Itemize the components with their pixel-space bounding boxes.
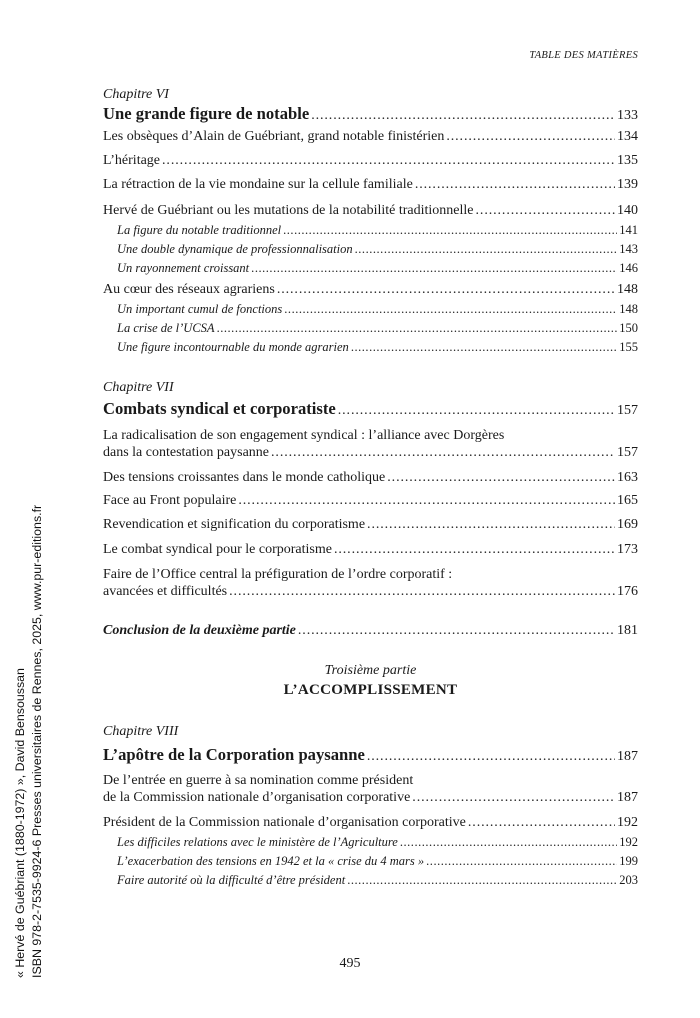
page-number: 495 — [339, 956, 361, 971]
entry-title: Hervé de Guébriant ou les mutations de la notabilité traditionnelle — [103, 203, 474, 218]
entry-page: 133 — [617, 108, 638, 123]
entry-page: 157 — [617, 445, 638, 460]
toc-subentry[interactable] — [103, 873, 638, 888]
entry-title: La crise de l’UCSA — [117, 321, 215, 335]
entry-title: Un important cumul de fonctions — [117, 302, 283, 316]
chapter-7-label: Chapitre VII — [103, 380, 174, 395]
toc-subentry[interactable] — [103, 835, 638, 850]
entry-title: L’héritage — [103, 153, 161, 168]
entry-title: Des tensions croissantes dans le monde catholique — [103, 470, 386, 485]
entry-page: 173 — [617, 542, 638, 557]
entry-page: 165 — [617, 493, 638, 508]
toc-entry[interactable] — [103, 129, 638, 145]
entry-title-line-1: Faire de l’Office central la préfiguration de l’ordre corporatif : — [103, 567, 453, 582]
dot-leader — [217, 321, 618, 336]
side-note-line-1: « Hervé de Guébriant (1880-1972) », David Bensoussan — [13, 668, 27, 978]
toc-entry[interactable] — [103, 584, 638, 600]
dot-leader — [283, 223, 617, 238]
toc-entry[interactable] — [103, 517, 638, 533]
dot-leader — [338, 403, 615, 419]
entry-title: Au cœur des réseaux agrariens — [103, 282, 275, 297]
dot-leader — [446, 129, 615, 145]
toc-subentry[interactable] — [103, 261, 638, 276]
toc-subentry[interactable] — [103, 340, 638, 355]
toc-entry[interactable] — [103, 815, 638, 831]
dot-leader — [367, 749, 615, 765]
toc-entry[interactable] — [103, 203, 638, 219]
entry-page: 187 — [617, 790, 638, 805]
dot-leader — [229, 584, 615, 600]
entry-title: Conclusion de la deuxième partie — [103, 623, 296, 638]
toc-subentry[interactable] — [103, 242, 638, 257]
chapter-7-title-entry[interactable] — [103, 399, 638, 419]
entry-title: L’apôtre de la Corporation paysanne — [103, 745, 365, 764]
toc-entry[interactable] — [103, 177, 638, 193]
dot-leader — [355, 242, 618, 257]
entry-page: 169 — [617, 517, 638, 532]
toc-subentry[interactable] — [103, 223, 638, 238]
entry-title: La figure du notable traditionnel — [117, 223, 282, 237]
toc-entry[interactable] — [103, 153, 638, 169]
chapter-6-label: Chapitre VI — [103, 87, 169, 102]
entry-title: Revendication et signification du corporatisme — [103, 517, 366, 532]
entry-page: 146 — [619, 261, 638, 275]
entry-page: 134 — [617, 129, 638, 144]
entry-page: 148 — [617, 282, 638, 297]
entry-title: avancées et difficultés — [103, 584, 228, 599]
dot-leader — [468, 815, 615, 831]
chapter-8-title-entry[interactable] — [103, 745, 638, 765]
entry-page: 181 — [617, 623, 638, 638]
entry-title: Face au Front populaire — [103, 493, 237, 508]
entry-page: 203 — [619, 873, 638, 887]
side-note-line-2: ISBN 978-2-7535-9924-6 Presses universitaires de Rennes, 2025, www.pur-editions.fr — [30, 504, 44, 978]
entry-title: de la Commission nationale d’organisation corporative — [103, 790, 411, 805]
entry-page: 140 — [617, 203, 638, 218]
entry-page: 199 — [619, 854, 638, 868]
dot-leader — [415, 177, 615, 193]
entry-title: Les obsèques d’Alain de Guébriant, grand notable finistérien — [103, 129, 445, 144]
entry-page: 187 — [617, 749, 638, 764]
dot-leader — [277, 282, 615, 298]
entry-page: 192 — [619, 835, 638, 849]
dot-leader — [412, 790, 615, 806]
entry-title-line-1: De l’entrée en guerre à sa nomination comme président — [103, 773, 414, 788]
running-head: TABLE DES MATIÈRES — [529, 50, 638, 61]
toc-entry[interactable] — [103, 470, 638, 486]
dot-leader — [238, 493, 615, 509]
part-3-label: Troisième partie — [324, 663, 417, 678]
entry-title: L’exacerbation des tensions en 1942 et la « crise du 4 mars » — [117, 854, 425, 868]
part-3-title: L’ACCOMPLISSEMENT — [283, 682, 458, 698]
entry-title: La rétraction de la vie mondaine sur la cellule familiale — [103, 177, 413, 192]
toc-entry[interactable] — [103, 542, 638, 558]
entry-page: 135 — [617, 153, 638, 168]
entry-page: 143 — [619, 242, 638, 256]
dot-leader — [351, 340, 617, 355]
entry-title: Une figure incontournable du monde agrarien — [117, 340, 349, 354]
toc-subentry[interactable] — [103, 854, 638, 869]
entry-title: Combats syndical et corporatiste — [103, 399, 336, 418]
conclusion-entry[interactable] — [103, 623, 638, 639]
entry-page: 139 — [617, 177, 638, 192]
dot-leader — [251, 261, 617, 276]
entry-title: dans la contestation paysanne — [103, 445, 270, 460]
side-copyright-note — [0, 0, 80, 1018]
entry-title: Le combat syndical pour le corporatisme — [103, 542, 332, 557]
dot-leader — [162, 153, 615, 169]
entry-title: Les difficiles relations avec le ministère de l’Agriculture — [117, 835, 398, 849]
dot-leader — [426, 854, 617, 869]
entry-title-line-1: La radicalisation de son engagement syndical : l’alliance avec Dorgères — [103, 428, 505, 443]
entry-page: 150 — [619, 321, 638, 335]
dot-leader — [347, 873, 617, 888]
entry-title: Une double dynamique de professionnalisation — [117, 242, 353, 256]
toc-entry[interactable] — [103, 493, 638, 509]
entry-title: Une grande figure de notable — [103, 104, 310, 123]
entry-page: 163 — [617, 470, 638, 485]
entry-title: Faire autorité où la difficulté d’être président — [117, 873, 346, 887]
entry-page: 157 — [617, 403, 638, 418]
dot-leader — [476, 203, 615, 219]
entry-page: 148 — [619, 302, 638, 316]
dot-leader — [400, 835, 617, 850]
dot-leader — [334, 542, 615, 558]
dot-leader — [284, 302, 617, 317]
dot-leader — [311, 108, 615, 124]
entry-page: 192 — [617, 815, 638, 830]
entry-title: Président de la Commission nationale d’organisation corporative — [103, 815, 466, 830]
entry-page: 176 — [617, 584, 638, 599]
dot-leader — [271, 445, 615, 461]
toc-entry[interactable] — [103, 445, 638, 461]
entry-title: Un rayonnement croissant — [117, 261, 250, 275]
toc-entry[interactable] — [103, 282, 638, 298]
toc-entry[interactable] — [103, 790, 638, 806]
dot-leader — [298, 623, 615, 639]
toc-subentry[interactable] — [103, 302, 638, 317]
dot-leader — [367, 517, 615, 533]
toc-subentry[interactable] — [103, 321, 638, 336]
chapter-8-label: Chapitre VIII — [103, 724, 179, 739]
entry-page: 155 — [619, 340, 638, 354]
dot-leader — [387, 470, 615, 486]
chapter-6-title-entry[interactable] — [103, 104, 638, 124]
entry-page: 141 — [619, 223, 638, 237]
